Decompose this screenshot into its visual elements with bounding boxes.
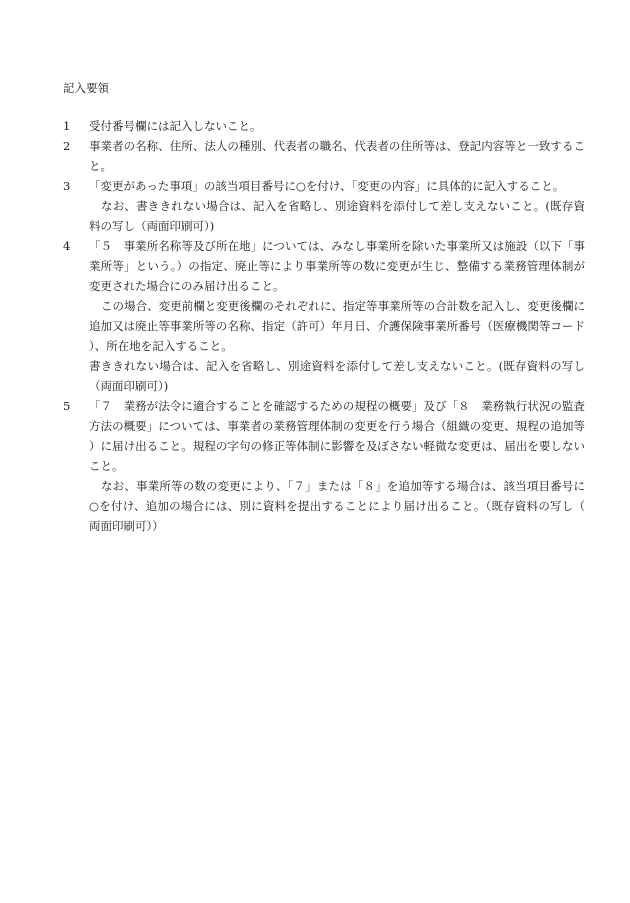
item-number: 3 xyxy=(63,179,71,193)
item-body xyxy=(89,396,585,536)
item-paragraph: 受付番号欄には記入しないこと。 xyxy=(89,119,262,133)
item-body xyxy=(89,236,585,396)
item-paragraph: 「変更があった事項」の該当項目番号に○を付け、「変更の内容」に具体的に記入すること。 xyxy=(89,179,565,193)
item-number: 2 xyxy=(63,139,71,153)
document-title: 記入要領 xyxy=(63,81,109,95)
item-paragraph: なお、事業所等の数の変更により、「７」または「８」を追加等する場合は、該当項目番号に○を付け、追加の場合には、別に資料を提出することにより届け出ること。（既存資料の写し（両面印刷可）） xyxy=(89,479,585,533)
item-paragraph: 事業者の名称、住所、法人の種別、代表者の職名、代表者の住所等は、登記内容等と一致すること。 xyxy=(89,139,585,173)
item-body xyxy=(89,136,585,176)
instruction-item-3 xyxy=(63,176,585,236)
instruction-item-1 xyxy=(63,116,585,136)
item-number: 1 xyxy=(63,119,71,133)
item-paragraph: 「５ 事業所名称等及び所在地」については、みなし事業所を除いた事業所又は施設（以下「事業所等」という。）の指定、廃止等により事業所等の数に変更が生じ、整備する業務管理体制が変更された場合にのみ届け出ること。 xyxy=(89,239,585,293)
item-body xyxy=(89,116,585,136)
item-number: 4 xyxy=(63,239,71,253)
item-body xyxy=(89,176,585,236)
item-paragraph: 「７ 業務が法令に適合することを確認するための規程の概要」及び「８ 業務執行状況の監査方法の概要」については、事業者の業務管理体制の変更を行う場合（組織の変更、規程の追加等）に届け出ること。規程の字句の修正等体制に影響を及ぼさない軽微な変更は、届出を要しないこと。 xyxy=(89,399,585,473)
instruction-item-4 xyxy=(63,236,585,396)
instruction-item-5 xyxy=(63,396,585,536)
item-number: 5 xyxy=(63,399,71,413)
item-paragraph: この場合、変更前欄と変更後欄のそれぞれに、指定等事業所等の合計数を記入し、変更後欄に追加又は廃止等事業所等の名称、指定（許可）年月日、介護保険事業所番号（医療機関等コード）、所在地を記入すること。 xyxy=(89,299,585,353)
instruction-list xyxy=(63,116,585,536)
item-paragraph: なお、書ききれない場合は、記入を省略し、別途資料を添付して差し支えないこと。(既存資料の写し（両面印刷可）) xyxy=(89,199,585,233)
instruction-item-2 xyxy=(63,136,585,176)
item-paragraph: 書ききれない場合は、記入を省略し、別途資料を添付して差し支えないこと。(既存資料の写し（両面印刷可）) xyxy=(89,359,585,393)
